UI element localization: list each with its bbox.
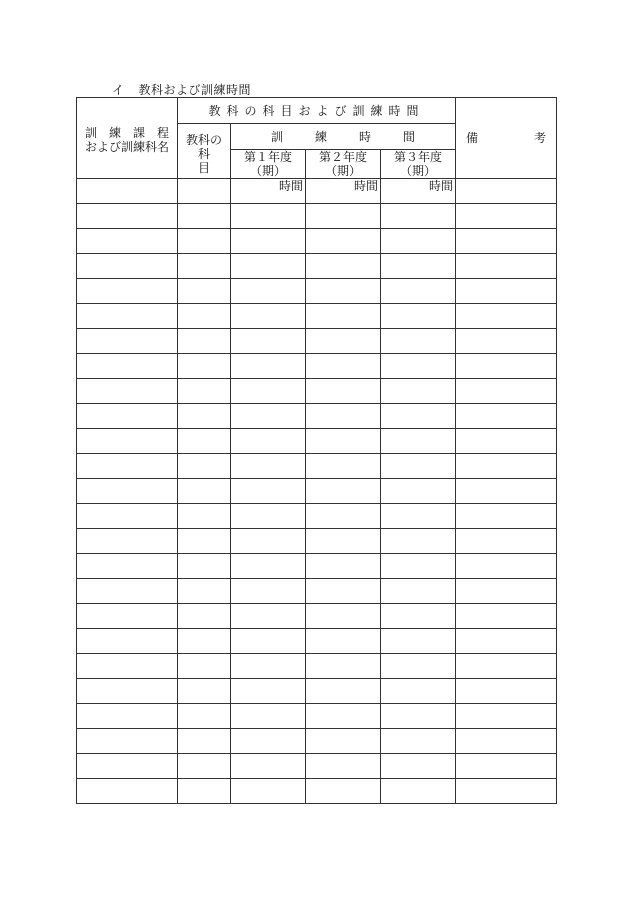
table-row	[77, 179, 557, 204]
subject-cell[interactable]	[178, 429, 231, 454]
course-cell[interactable]	[77, 479, 178, 504]
year-2-hours-cell[interactable]	[306, 704, 381, 729]
year-1-hours-cell[interactable]	[231, 379, 306, 404]
course-cell[interactable]	[77, 179, 178, 204]
year-2-hours-cell[interactable]	[306, 454, 381, 479]
course-cell[interactable]	[77, 629, 178, 654]
course-cell[interactable]	[77, 354, 178, 379]
year-2-hours-cell[interactable]	[306, 629, 381, 654]
course-cell[interactable]	[77, 454, 178, 479]
table-row	[77, 454, 557, 479]
table-row	[77, 654, 557, 679]
year-2-hours-cell[interactable]	[306, 529, 381, 554]
year-1-hours-cell[interactable]	[231, 754, 306, 779]
subjects-group-header: 教科の科目および訓練時間	[178, 98, 456, 124]
year-1-hours-cell[interactable]	[231, 654, 306, 679]
year-1-header	[231, 150, 306, 179]
remarks-cell[interactable]	[456, 379, 557, 404]
year-1-hours-cell[interactable]	[231, 604, 306, 629]
subject-header	[178, 124, 231, 179]
course-cell[interactable]	[77, 604, 178, 629]
year-2-hours-cell[interactable]	[306, 779, 381, 804]
remarks-cell[interactable]	[456, 179, 557, 204]
course-cell[interactable]	[77, 579, 178, 604]
course-cell[interactable]	[77, 379, 178, 404]
year-3-hours-cell[interactable]	[381, 504, 456, 529]
year-3-header	[381, 150, 456, 179]
year-2-hours-cell[interactable]	[306, 354, 381, 379]
table-row	[77, 354, 557, 379]
year-1-hours-cell[interactable]	[231, 404, 306, 429]
subject-cell[interactable]	[178, 204, 231, 229]
year-3-hours-cell[interactable]	[381, 704, 456, 729]
training-hours-header: 訓練時間	[231, 124, 456, 150]
year-3-hours-cell[interactable]	[381, 329, 456, 354]
subject-cell[interactable]	[178, 704, 231, 729]
course-cell[interactable]	[77, 679, 178, 704]
remarks-cell[interactable]	[456, 604, 557, 629]
year-2-hours-cell[interactable]	[306, 329, 381, 354]
course-cell[interactable]	[77, 329, 178, 354]
year-1-period: （期）	[249, 164, 286, 178]
table-row	[77, 254, 557, 279]
year-1-hours-cell[interactable]	[231, 554, 306, 579]
remarks-cell[interactable]	[456, 704, 557, 729]
table-row	[77, 604, 557, 629]
course-header-line2: および訓練科名	[84, 140, 169, 154]
year-1-hours-cell[interactable]	[231, 679, 306, 704]
subject-cell[interactable]	[178, 629, 231, 654]
subject-cell[interactable]	[178, 554, 231, 579]
course-cell[interactable]	[77, 204, 178, 229]
remarks-cell[interactable]	[456, 479, 557, 504]
table-row	[77, 279, 557, 304]
remarks-header: 備考	[456, 98, 557, 179]
year-1-hours-cell[interactable]	[231, 479, 306, 504]
course-cell[interactable]	[77, 704, 178, 729]
course-cell[interactable]	[77, 554, 178, 579]
year-1-hours-cell[interactable]	[231, 304, 306, 329]
remarks-cell[interactable]	[456, 304, 557, 329]
subject-header-line1: 教科の	[185, 133, 222, 147]
year-2-hours-cell[interactable]	[306, 679, 381, 704]
course-cell[interactable]	[77, 254, 178, 279]
remarks-cell[interactable]	[456, 654, 557, 679]
year-2-header	[306, 150, 381, 179]
year-3-hours-cell[interactable]	[381, 254, 456, 279]
course-cell[interactable]	[77, 429, 178, 454]
course-cell[interactable]	[77, 779, 178, 804]
table-row	[77, 204, 557, 229]
subject-cell[interactable]	[178, 654, 231, 679]
year-3-hours-cell[interactable]	[381, 229, 456, 254]
remarks-cell[interactable]	[456, 404, 557, 429]
course-cell[interactable]	[77, 304, 178, 329]
year-2-hours-cell[interactable]	[306, 479, 381, 504]
table-row	[77, 404, 557, 429]
year-2-hours-cell[interactable]	[306, 754, 381, 779]
table-row	[77, 329, 557, 354]
year-3-label: 第３年度	[394, 150, 443, 164]
table-row	[77, 554, 557, 579]
remarks-cell[interactable]	[456, 504, 557, 529]
year-3-hours-cell[interactable]	[381, 604, 456, 629]
course-name-header	[77, 98, 178, 179]
table-row	[77, 704, 557, 729]
year-3-hours-cell[interactable]	[381, 729, 456, 754]
table-row	[77, 429, 557, 454]
subject-cell[interactable]	[178, 254, 231, 279]
year-3-hours-cell[interactable]	[381, 579, 456, 604]
subject-cell[interactable]	[178, 529, 231, 554]
year-1-hours-cell[interactable]	[231, 279, 306, 304]
year-1-hours-cell[interactable]	[231, 454, 306, 479]
year-3-hours-cell[interactable]	[381, 279, 456, 304]
table-row	[77, 479, 557, 504]
subject-cell[interactable]	[178, 379, 231, 404]
year-1-hours-cell[interactable]	[231, 704, 306, 729]
year-2-hours-cell[interactable]	[306, 504, 381, 529]
course-cell[interactable]	[77, 229, 178, 254]
form-caption	[112, 81, 251, 98]
remarks-cell[interactable]	[456, 279, 557, 304]
year-2-hours-cell[interactable]	[306, 229, 381, 254]
subject-cell[interactable]	[178, 404, 231, 429]
subject-cell[interactable]	[178, 354, 231, 379]
table-row	[77, 629, 557, 654]
year-3-hours-cell[interactable]	[381, 479, 456, 504]
year-3-hours-cell[interactable]: 時間	[381, 179, 456, 204]
year-1-hours-cell[interactable]: 時間	[231, 179, 306, 204]
year-3-hours-cell[interactable]	[381, 629, 456, 654]
year-3-hours-cell[interactable]	[381, 454, 456, 479]
year-3-hours-cell[interactable]	[381, 379, 456, 404]
subject-cell[interactable]	[178, 779, 231, 804]
remarks-cell[interactable]	[456, 429, 557, 454]
year-1-hours-cell[interactable]	[231, 354, 306, 379]
year-2-hours-cell[interactable]	[306, 604, 381, 629]
course-cell[interactable]	[77, 529, 178, 554]
subject-cell[interactable]	[178, 754, 231, 779]
year-3-hours-cell[interactable]	[381, 654, 456, 679]
year-2-hours-cell[interactable]	[306, 254, 381, 279]
remarks-cell[interactable]	[456, 729, 557, 754]
year-2-hours-cell[interactable]	[306, 579, 381, 604]
subject-cell[interactable]	[178, 304, 231, 329]
subject-cell[interactable]	[178, 604, 231, 629]
subject-cell[interactable]	[178, 504, 231, 529]
year-2-hours-cell[interactable]	[306, 279, 381, 304]
year-2-hours-cell[interactable]	[306, 379, 381, 404]
course-cell[interactable]	[77, 504, 178, 529]
subject-cell[interactable]	[178, 279, 231, 304]
caption-mark: イ	[112, 83, 125, 97]
course-cell[interactable]	[77, 279, 178, 304]
table-row	[77, 779, 557, 804]
table-row	[77, 304, 557, 329]
table-row	[77, 754, 557, 779]
table-row	[77, 729, 557, 754]
year-3-hours-cell[interactable]	[381, 429, 456, 454]
year-3-hours-cell[interactable]	[381, 554, 456, 579]
year-1-hours-cell[interactable]	[231, 204, 306, 229]
caption-title: 教科および訓練時間	[138, 83, 252, 97]
remarks-cell[interactable]	[456, 629, 557, 654]
remarks-cell[interactable]	[456, 554, 557, 579]
year-2-hours-cell[interactable]	[306, 654, 381, 679]
year-1-hours-cell[interactable]	[231, 504, 306, 529]
year-1-hours-cell[interactable]	[231, 229, 306, 254]
course-cell[interactable]	[77, 754, 178, 779]
year-3-hours-cell[interactable]	[381, 404, 456, 429]
subjects-hours-table	[76, 97, 557, 804]
remarks-cell[interactable]	[456, 354, 557, 379]
table-row	[77, 529, 557, 554]
subject-cell[interactable]	[178, 679, 231, 704]
subject-cell[interactable]	[178, 729, 231, 754]
year-1-hours-cell[interactable]	[231, 629, 306, 654]
subject-cell[interactable]	[178, 179, 231, 204]
year-2-hours-cell[interactable]: 時間	[306, 179, 381, 204]
year-1-hours-cell[interactable]	[231, 729, 306, 754]
remarks-cell[interactable]	[456, 579, 557, 604]
course-cell[interactable]	[77, 404, 178, 429]
subject-header-line2: 科目	[197, 147, 220, 175]
year-3-hours-cell[interactable]	[381, 754, 456, 779]
year-1-label: 第１年度	[243, 150, 292, 164]
year-1-hours-cell[interactable]	[231, 579, 306, 604]
year-2-period: （期）	[324, 164, 361, 178]
subject-cell[interactable]	[178, 479, 231, 504]
year-3-hours-cell[interactable]	[381, 679, 456, 704]
year-1-hours-cell[interactable]	[231, 429, 306, 454]
year-3-hours-cell[interactable]	[381, 304, 456, 329]
remarks-cell[interactable]	[456, 204, 557, 229]
year-3-period: （期）	[400, 164, 437, 178]
table-row	[77, 379, 557, 404]
year-2-hours-cell[interactable]	[306, 304, 381, 329]
year-3-hours-cell[interactable]	[381, 779, 456, 804]
subject-cell[interactable]	[178, 579, 231, 604]
year-2-hours-cell[interactable]	[306, 204, 381, 229]
remarks-cell[interactable]	[456, 529, 557, 554]
year-1-hours-cell[interactable]	[231, 529, 306, 554]
remarks-cell[interactable]	[456, 779, 557, 804]
year-2-hours-cell[interactable]	[306, 404, 381, 429]
year-2-hours-cell[interactable]	[306, 729, 381, 754]
remarks-cell[interactable]	[456, 679, 557, 704]
remarks-cell[interactable]	[456, 329, 557, 354]
table-row	[77, 679, 557, 704]
subject-cell[interactable]	[178, 229, 231, 254]
year-1-hours-cell[interactable]	[231, 254, 306, 279]
table-row	[77, 579, 557, 604]
remarks-cell[interactable]	[456, 254, 557, 279]
year-1-hours-cell[interactable]	[231, 329, 306, 354]
subject-cell[interactable]	[178, 329, 231, 354]
subject-cell[interactable]	[178, 454, 231, 479]
remarks-cell[interactable]	[456, 754, 557, 779]
year-3-hours-cell[interactable]	[381, 354, 456, 379]
remarks-cell[interactable]	[456, 229, 557, 254]
table-row	[77, 504, 557, 529]
table-row	[77, 229, 557, 254]
year-1-hours-cell[interactable]	[231, 779, 306, 804]
year-2-hours-cell[interactable]	[306, 554, 381, 579]
year-2-hours-cell[interactable]	[306, 429, 381, 454]
year-3-hours-cell[interactable]	[381, 204, 456, 229]
remarks-cell[interactable]	[456, 454, 557, 479]
course-cell[interactable]	[77, 729, 178, 754]
course-cell[interactable]	[77, 654, 178, 679]
year-2-label: 第２年度	[318, 150, 367, 164]
year-3-hours-cell[interactable]	[381, 529, 456, 554]
course-header-line1: 訓練課程	[85, 126, 169, 140]
